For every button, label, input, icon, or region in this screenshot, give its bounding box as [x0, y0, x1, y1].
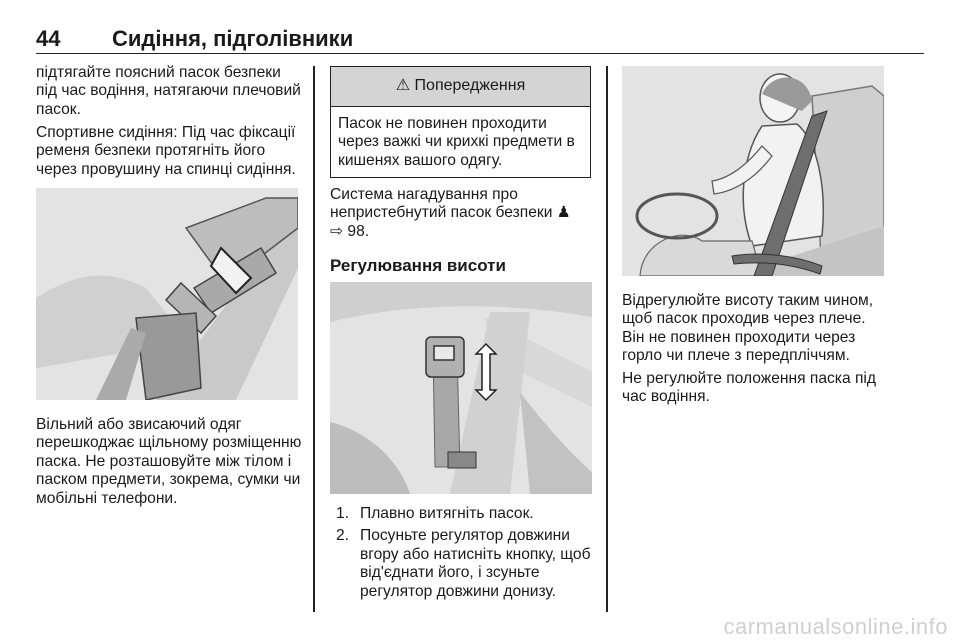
reminder-text: Система нагадування про непристебнутий пасок безпеки: [330, 186, 553, 222]
col3-paragraph-2: Не регулюйте положення паска під час водіння.: [622, 370, 876, 406]
col1-paragraph-3: Вільний або звисаючий одяг перешкоджає щільному розміщенню паска. Не розташовуйте між тілом і паском предмети, зокрема, сумки чи мобільні телефони.: [36, 416, 302, 507]
col3-paragraph-1: Відрегулюйте висоту таким чином, щоб пасок проходив через плече. Він не повинен проходити через горло чи плече з передпліччям.: [622, 292, 874, 365]
seatbelt-buckle-illustration: [36, 188, 298, 400]
reference-arrow-icon: ⇨: [330, 222, 344, 240]
list-item: [336, 505, 596, 523]
column-divider-2: [606, 66, 608, 612]
step-text: Посуньте регулятор довжини вгору або натисніть кнопку, щоб від'єднати його, і зсуньте регулятор довжини донизу.: [360, 527, 591, 600]
adjustment-steps: [336, 505, 596, 605]
step-text: Плавно витягніть пасок.: [360, 505, 534, 522]
seatbelt-reminder-icon: ♟: [556, 204, 571, 222]
warning-icon: ⚠: [395, 77, 411, 94]
height-adjuster-illustration: [330, 282, 592, 494]
page-title: Сидіння, підголівники: [112, 26, 354, 51]
warning-title: Попередження: [414, 77, 526, 94]
warning-text: Пасок не повинен проходити через важкі чи крихкі предмети в кишенях вашого одягу.: [338, 115, 575, 169]
col1-paragraph-1: підтягайте поясний пасок безпеки під час водіння, натягаючи плечовий пасок.: [36, 64, 301, 118]
page-header: [36, 22, 924, 54]
col1-paragraph-2: Спортивне сидіння: Під час фіксації ременя безпеки протягніть його через провушину на спинці сидіння.: [36, 124, 296, 178]
list-item: [336, 527, 596, 601]
step-number: 2.: [336, 527, 350, 545]
column-divider-1: [313, 66, 315, 612]
page-number: 44: [36, 26, 61, 51]
reminder-paragraph: [330, 186, 592, 241]
reference-page: 98.: [347, 222, 370, 240]
section-heading: Регулювання висоти: [330, 256, 506, 275]
warning-box: [330, 66, 591, 178]
driver-posture-illustration: [622, 66, 884, 276]
warning-header: [331, 67, 590, 107]
watermark: carmanualsonline.info: [723, 614, 948, 639]
step-number: 1.: [336, 505, 350, 522]
